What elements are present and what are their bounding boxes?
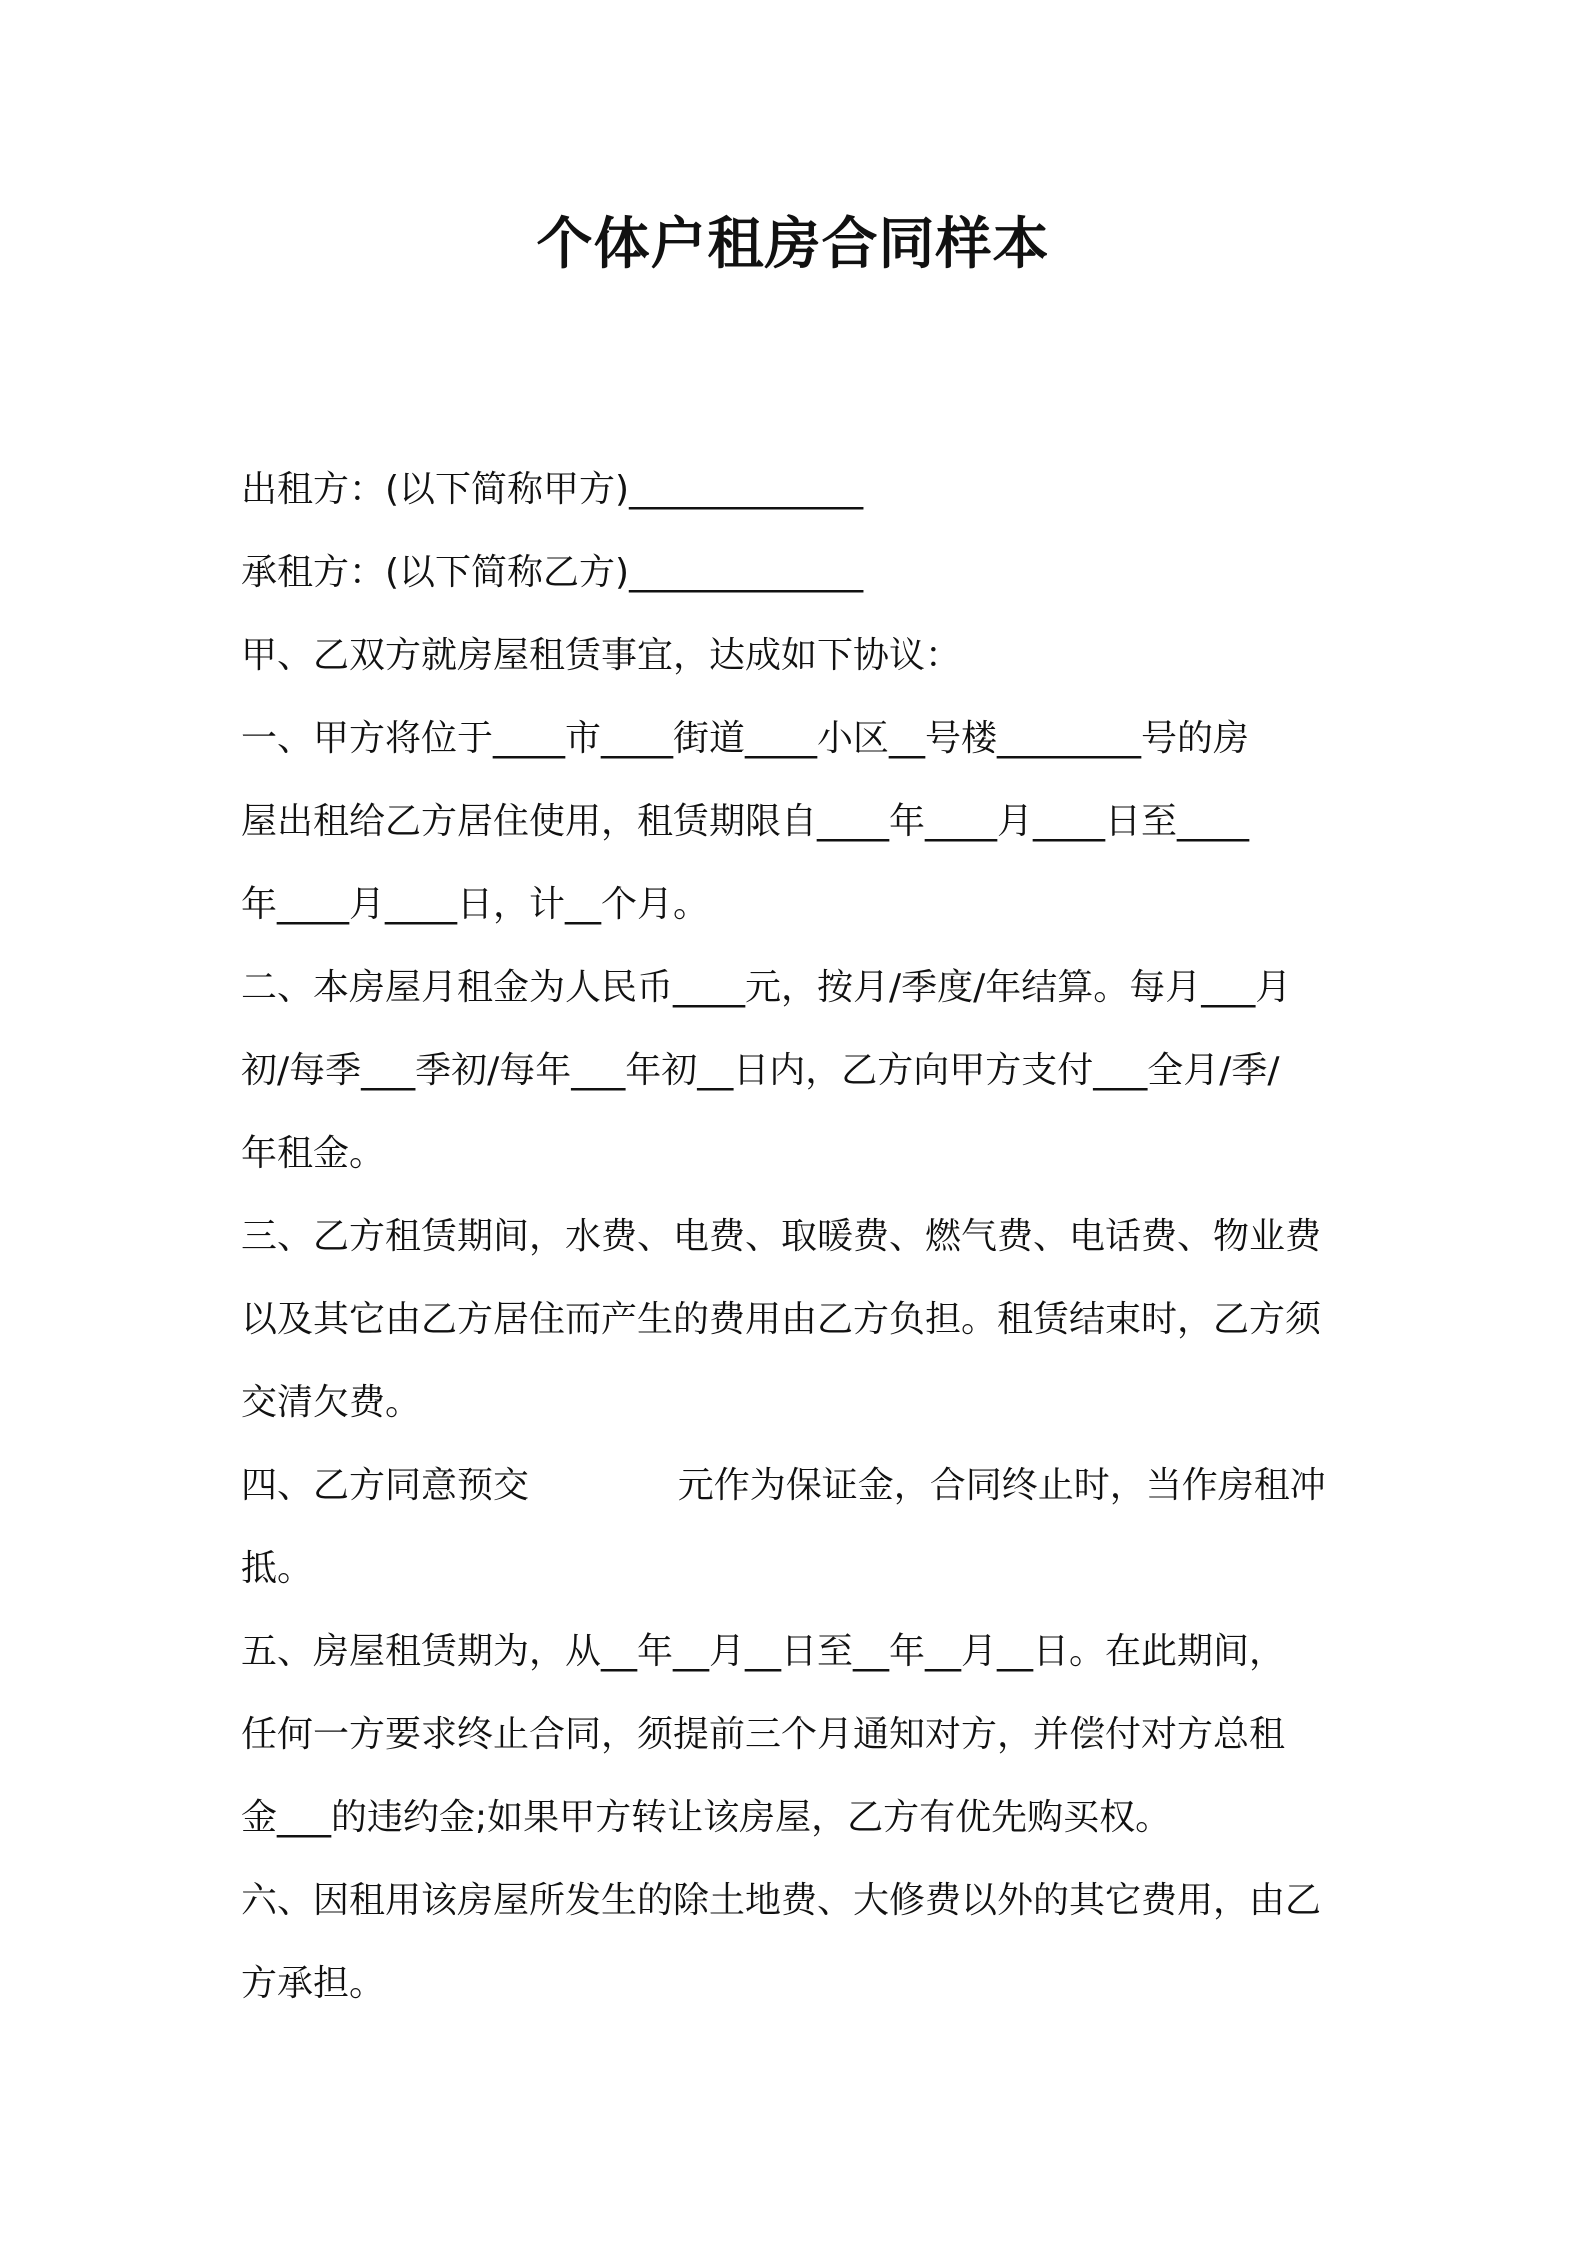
lessee-line: 承租方：(以下简称乙方)_____________ <box>241 552 864 593</box>
clause-5-line-3: 金___的违约金;如果甲方转让该房屋，乙方有优先购买权。 <box>241 1797 1172 1838</box>
clause-3-line-1: 三、乙方租赁期间，水费、电费、取暖费、燃气费、电话费、物业费 <box>241 1216 1322 1257</box>
lessor-line: 出租方：(以下简称甲方)_____________ <box>241 469 864 510</box>
clause-2-line-2: 初/每季___季初/每年___年初__日内，乙方向甲方支付___全月/季/ <box>241 1050 1280 1091</box>
clause-1-line-2: 屋出租给乙方居住使用，租赁期限自____年____月____日至____ <box>241 801 1250 842</box>
clause-1-line-3: 年____月____日，计__个月。 <box>241 884 710 925</box>
clause-5-line-1: 五、房屋租赁期为，从__年__月__日至__年__月__日。在此期间， <box>241 1631 1286 1672</box>
clause-2-line-1: 二、本房屋月租金为人民币____元，按月/季度/年结算。每月___月 <box>241 967 1292 1008</box>
document-body <box>241 448 1351 2025</box>
clause-3-line-3: 交清欠费。 <box>241 1382 422 1423</box>
clause-4-line-2: 抵。 <box>241 1548 314 1589</box>
clause-3-line-2: 以及其它由乙方居住而产生的费用由乙方负担。租赁结束时，乙方须 <box>241 1299 1322 1340</box>
clause-6-line-2: 方承担。 <box>241 1963 386 2004</box>
agreement-intro: 甲、乙双方就房屋租赁事宜，达成如下协议： <box>241 635 962 676</box>
clause-6-line-1: 六、因租用该房屋所发生的除土地费、大修费以外的其它费用，由乙 <box>241 1880 1322 1921</box>
clause-5-line-2: 任何一方要求终止合同，须提前三个月通知对方，并偿付对方总租 <box>241 1714 1286 1755</box>
clause-1-line-1: 一、甲方将位于____市____街道____小区__号楼________号的房 <box>241 718 1250 759</box>
clause-4-line-1: 四、乙方同意预交 元作为保证金，合同终止时，当作房租冲 <box>241 1465 1326 1506</box>
document-title: 个体户租房合同样本 <box>536 212 1050 277</box>
clause-2-line-3: 年租金。 <box>241 1133 386 1174</box>
